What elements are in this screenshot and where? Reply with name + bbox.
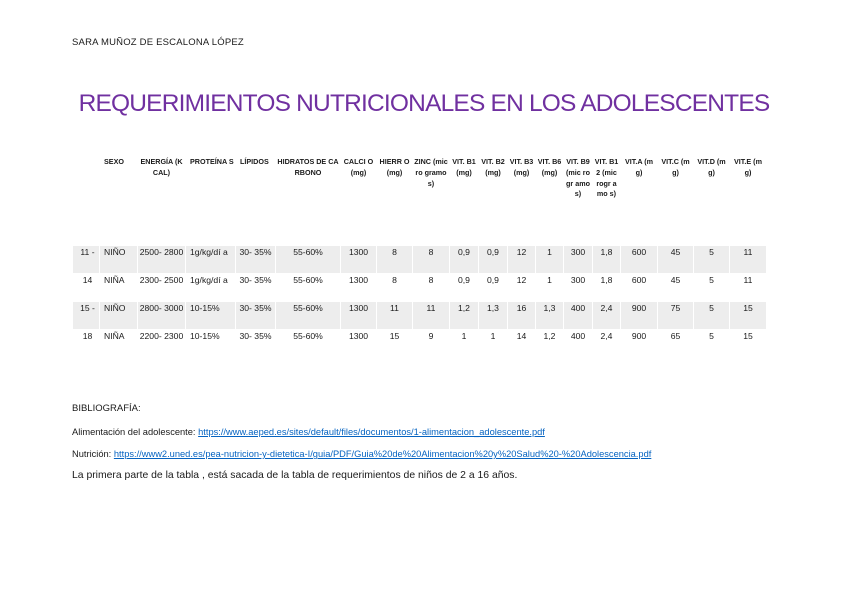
table-cell: 1300 [341, 330, 377, 358]
table-cell: 11 [413, 302, 450, 330]
nutrition-requirements-table [72, 154, 767, 358]
table-cell: 45 [658, 274, 694, 302]
bibliography-link[interactable]: https://www2.uned.es/pea-nutricion-y-dietetica-I/guia/PDF/Guia%20de%20Alimentacion%20y%20Salud%20-%20Adolescencia.pdf [113, 449, 652, 459]
table-cell: 15 - [73, 302, 100, 330]
header-lipidos: LÍPIDOS [236, 155, 276, 246]
bibliography-link[interactable]: https://www.aeped.es/sites/default/files/documentos/1-alimentacion_adolescente.pdf [198, 427, 545, 437]
table-cell: 0,9 [450, 246, 479, 274]
table-source-note: La primera parte de la tabla , está sacada de la tabla de requerimientos de niños de 2 a 16 años. [72, 470, 518, 481]
header-vit-c: VIT.C (mg) [658, 155, 694, 246]
table-cell: 10-15% [186, 330, 236, 358]
table-cell: 2,4 [593, 302, 621, 330]
table-cell: NIÑA [100, 274, 138, 302]
table-cell: 2500- 2800 [138, 246, 186, 274]
table-cell: 55-60% [276, 246, 341, 274]
table-cell: 55-60% [276, 302, 341, 330]
table-cell: 0,9 [479, 274, 508, 302]
bibliography-entry [72, 427, 545, 437]
table-cell: 8 [377, 246, 413, 274]
table-cell: 900 [621, 330, 658, 358]
table-cell: 300 [564, 246, 593, 274]
header-vit-d: VIT.D (mg) [694, 155, 730, 246]
table-cell: NIÑO [100, 302, 138, 330]
table-cell: 30- 35% [236, 330, 276, 358]
table-row [73, 302, 767, 330]
author-name: SARA MUÑOZ DE ESCALONA LÓPEZ [72, 37, 244, 48]
table-cell: 1300 [341, 302, 377, 330]
table-cell: 900 [621, 302, 658, 330]
table-cell: NIÑA [100, 330, 138, 358]
table-cell: 1,2 [536, 330, 564, 358]
table-cell: 75 [658, 302, 694, 330]
table-cell: 1,2 [450, 302, 479, 330]
table-row [73, 330, 767, 358]
header-calcio: CALCI O (mg) [341, 155, 377, 246]
table-row [73, 246, 767, 274]
table-cell: 65 [658, 330, 694, 358]
table-cell: 1 [450, 330, 479, 358]
header-vit-b1: VIT. B1 (mg) [450, 155, 479, 246]
header-proteinas: PROTEÍNA S [186, 155, 236, 246]
table-cell: 12 [508, 274, 536, 302]
table-cell: 0,9 [479, 246, 508, 274]
table-cell: 1,3 [536, 302, 564, 330]
table-cell: 1,8 [593, 246, 621, 274]
bibliography-entry [72, 449, 651, 459]
table-cell: 600 [621, 274, 658, 302]
table-cell: 1,3 [479, 302, 508, 330]
table-cell: NIÑO [100, 246, 138, 274]
table-cell: 1300 [341, 274, 377, 302]
table-cell: 1g/kg/dí a [186, 274, 236, 302]
bibliography-label: Nutrición: [72, 449, 114, 459]
table-cell: 15 [730, 302, 767, 330]
header-vit-b12: VIT. B12 (mic rogr amo s) [593, 155, 621, 246]
table-cell: 5 [694, 302, 730, 330]
table-cell: 15 [377, 330, 413, 358]
table-cell: 10-15% [186, 302, 236, 330]
table-cell: 0,9 [450, 274, 479, 302]
header-sexo: SEXO [100, 155, 138, 246]
table-cell: 1,8 [593, 274, 621, 302]
table-cell: 2200- 2300 [138, 330, 186, 358]
table-cell: 14 [508, 330, 536, 358]
table-cell: 11 [377, 302, 413, 330]
header-vit-e: VIT.E (mg) [730, 155, 767, 246]
table-cell: 300 [564, 274, 593, 302]
header-vit-a: VIT.A (mg) [621, 155, 658, 246]
table-cell: 12 [508, 246, 536, 274]
table-cell: 1 [536, 274, 564, 302]
header-zinc: ZINC (micro gramo s) [413, 155, 450, 246]
header-energia: ENERGÍA (KCAL) [138, 155, 186, 246]
table-cell: 600 [621, 246, 658, 274]
table-cell: 8 [413, 246, 450, 274]
table-cell: 5 [694, 246, 730, 274]
table-header-row [73, 155, 767, 246]
bibliography-heading: BIBLIOGRAFÍA: [72, 403, 141, 414]
table-cell: 11 [730, 274, 767, 302]
table-row [73, 274, 767, 302]
header-vit-b9: VIT. B9 (mic rogr amo s) [564, 155, 593, 246]
table-cell: 55-60% [276, 274, 341, 302]
table-cell: 9 [413, 330, 450, 358]
table-cell: 8 [413, 274, 450, 302]
table-cell: 11 [730, 246, 767, 274]
table-cell: 5 [694, 274, 730, 302]
header-hidratos: HIDRATOS DE CARBONO [276, 155, 341, 246]
table-cell: 5 [694, 330, 730, 358]
table-cell: 1300 [341, 246, 377, 274]
table-cell: 30- 35% [236, 274, 276, 302]
table-cell: 2300- 2500 [138, 274, 186, 302]
page-title: REQUERIMIENTOS NUTRICIONALES EN LOS ADOLESCENTES [78, 90, 770, 117]
table-cell: 18 [73, 330, 100, 358]
table-cell: 1g/kg/dí a [186, 246, 236, 274]
header-hierro: HIERR O (mg) [377, 155, 413, 246]
table-cell: 15 [730, 330, 767, 358]
header-age [73, 155, 100, 246]
table-cell: 1 [536, 246, 564, 274]
table-cell: 2,4 [593, 330, 621, 358]
table-cell: 8 [377, 274, 413, 302]
header-vit-b6: VIT. B6 (mg) [536, 155, 564, 246]
table-cell: 30- 35% [236, 302, 276, 330]
table-cell: 400 [564, 330, 593, 358]
header-vit-b2: VIT. B2 (mg) [479, 155, 508, 246]
table-cell: 400 [564, 302, 593, 330]
table-cell: 16 [508, 302, 536, 330]
table-cell: 2800- 3000 [138, 302, 186, 330]
table-cell: 11 - [73, 246, 100, 274]
table-cell: 14 [73, 274, 100, 302]
header-vit-b3: VIT. B3 (mg) [508, 155, 536, 246]
bibliography-label: Alimentación del adolescente: [72, 427, 199, 437]
table-cell: 1 [479, 330, 508, 358]
table-cell: 30- 35% [236, 246, 276, 274]
table-cell: 55-60% [276, 330, 341, 358]
table-cell: 45 [658, 246, 694, 274]
